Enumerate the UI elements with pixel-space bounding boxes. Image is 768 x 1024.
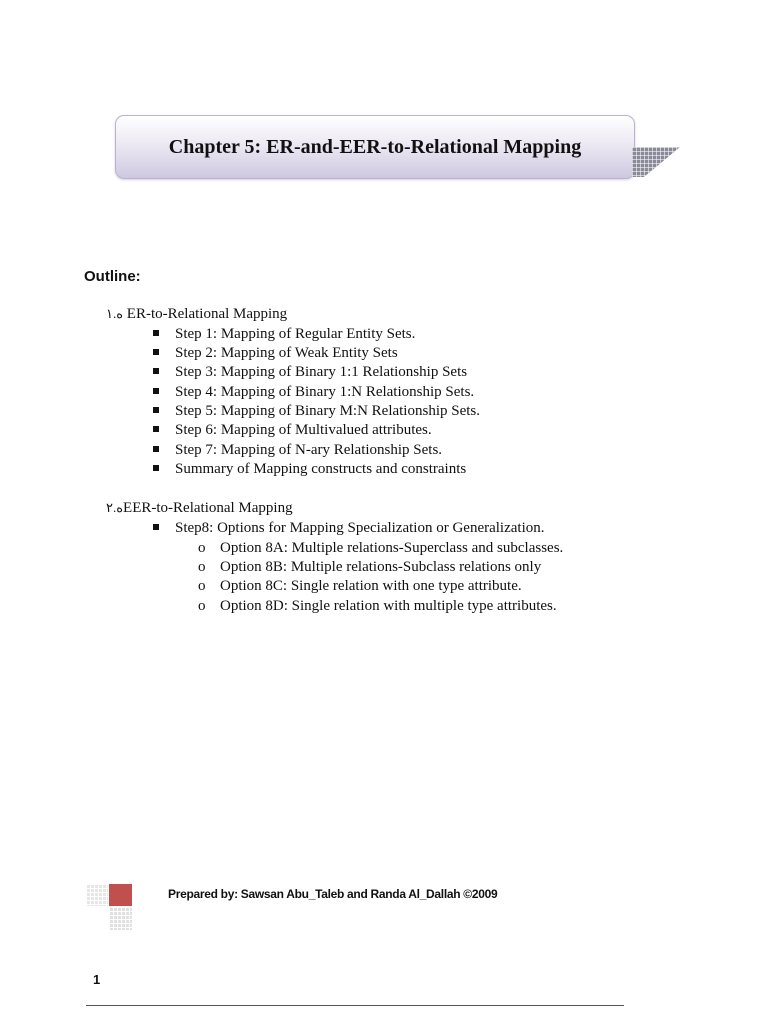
step-item: Summary of Mapping constructs and constraints — [153, 461, 466, 478]
prepared-by-credit: Prepared by: Sawsan Abu_Taleb and Randa Al_Dallah ©2009 — [168, 887, 498, 901]
square-bullet-icon — [153, 524, 159, 530]
outline-heading: Outline: — [84, 268, 141, 285]
square-bullet-icon — [153, 426, 159, 432]
footer-grid-square-icon — [86, 884, 108, 906]
step-item: Step 2: Mapping of Weak Entity Sets — [153, 345, 398, 362]
footer-grid-square-icon — [109, 907, 132, 930]
option-item: o Option 8A: Multiple relations-Superclass and subclasses. — [198, 540, 564, 556]
option-item: o Option 8D: Single relation with multiple type attributes. — [198, 598, 557, 614]
section-marker: ﻩ.٢ — [106, 500, 124, 515]
option-item: o Option 8B: Multiple relations-Subclass relations only — [198, 559, 542, 575]
page-number: 1 — [93, 972, 101, 987]
option-item: o Option 8C: Single relation with one type attribute. — [198, 578, 522, 594]
circle-bullet-icon: o — [198, 598, 206, 614]
outline-section-1 — [106, 306, 287, 323]
footer-divider — [86, 1005, 624, 1006]
step-item: Step 6: Mapping of Multivalued attributes. — [153, 422, 432, 439]
step-item: Step 1: Mapping of Regular Entity Sets. — [153, 326, 415, 343]
step-item: Step8: Options for Mapping Specialization or Generalization. — [153, 520, 545, 537]
circle-bullet-icon: o — [198, 578, 206, 594]
square-bullet-icon — [153, 368, 159, 374]
square-bullet-icon — [153, 465, 159, 471]
square-bullet-icon — [153, 388, 159, 394]
square-bullet-icon — [153, 407, 159, 413]
chapter-title: Chapter 5: ER-and-EER-to-Relational Mapping — [168, 136, 582, 158]
circle-bullet-icon: o — [198, 540, 206, 556]
section-label: ER-to-Relational Mapping — [126, 306, 288, 322]
circle-bullet-icon: o — [198, 559, 206, 575]
outline-section-2 — [106, 500, 293, 517]
footer-red-square-icon — [109, 884, 132, 906]
square-bullet-icon — [153, 330, 159, 336]
square-bullet-icon — [153, 349, 159, 355]
step-item: Step 5: Mapping of Binary M:N Relationship Sets. — [153, 403, 480, 420]
step-item: Step 4: Mapping of Binary 1:N Relationship Sets. — [153, 384, 474, 401]
section-label: EER-to-Relational Mapping — [123, 500, 293, 516]
step-item: Step 3: Mapping of Binary 1:1 Relationship Sets — [153, 364, 467, 381]
chapter-title-banner — [115, 115, 635, 179]
banner-grid-decoration — [632, 147, 680, 177]
section-marker: ﻩ.١ — [106, 306, 124, 321]
square-bullet-icon — [153, 446, 159, 452]
step-item: Step 7: Mapping of N-ary Relationship Sets. — [153, 442, 442, 459]
